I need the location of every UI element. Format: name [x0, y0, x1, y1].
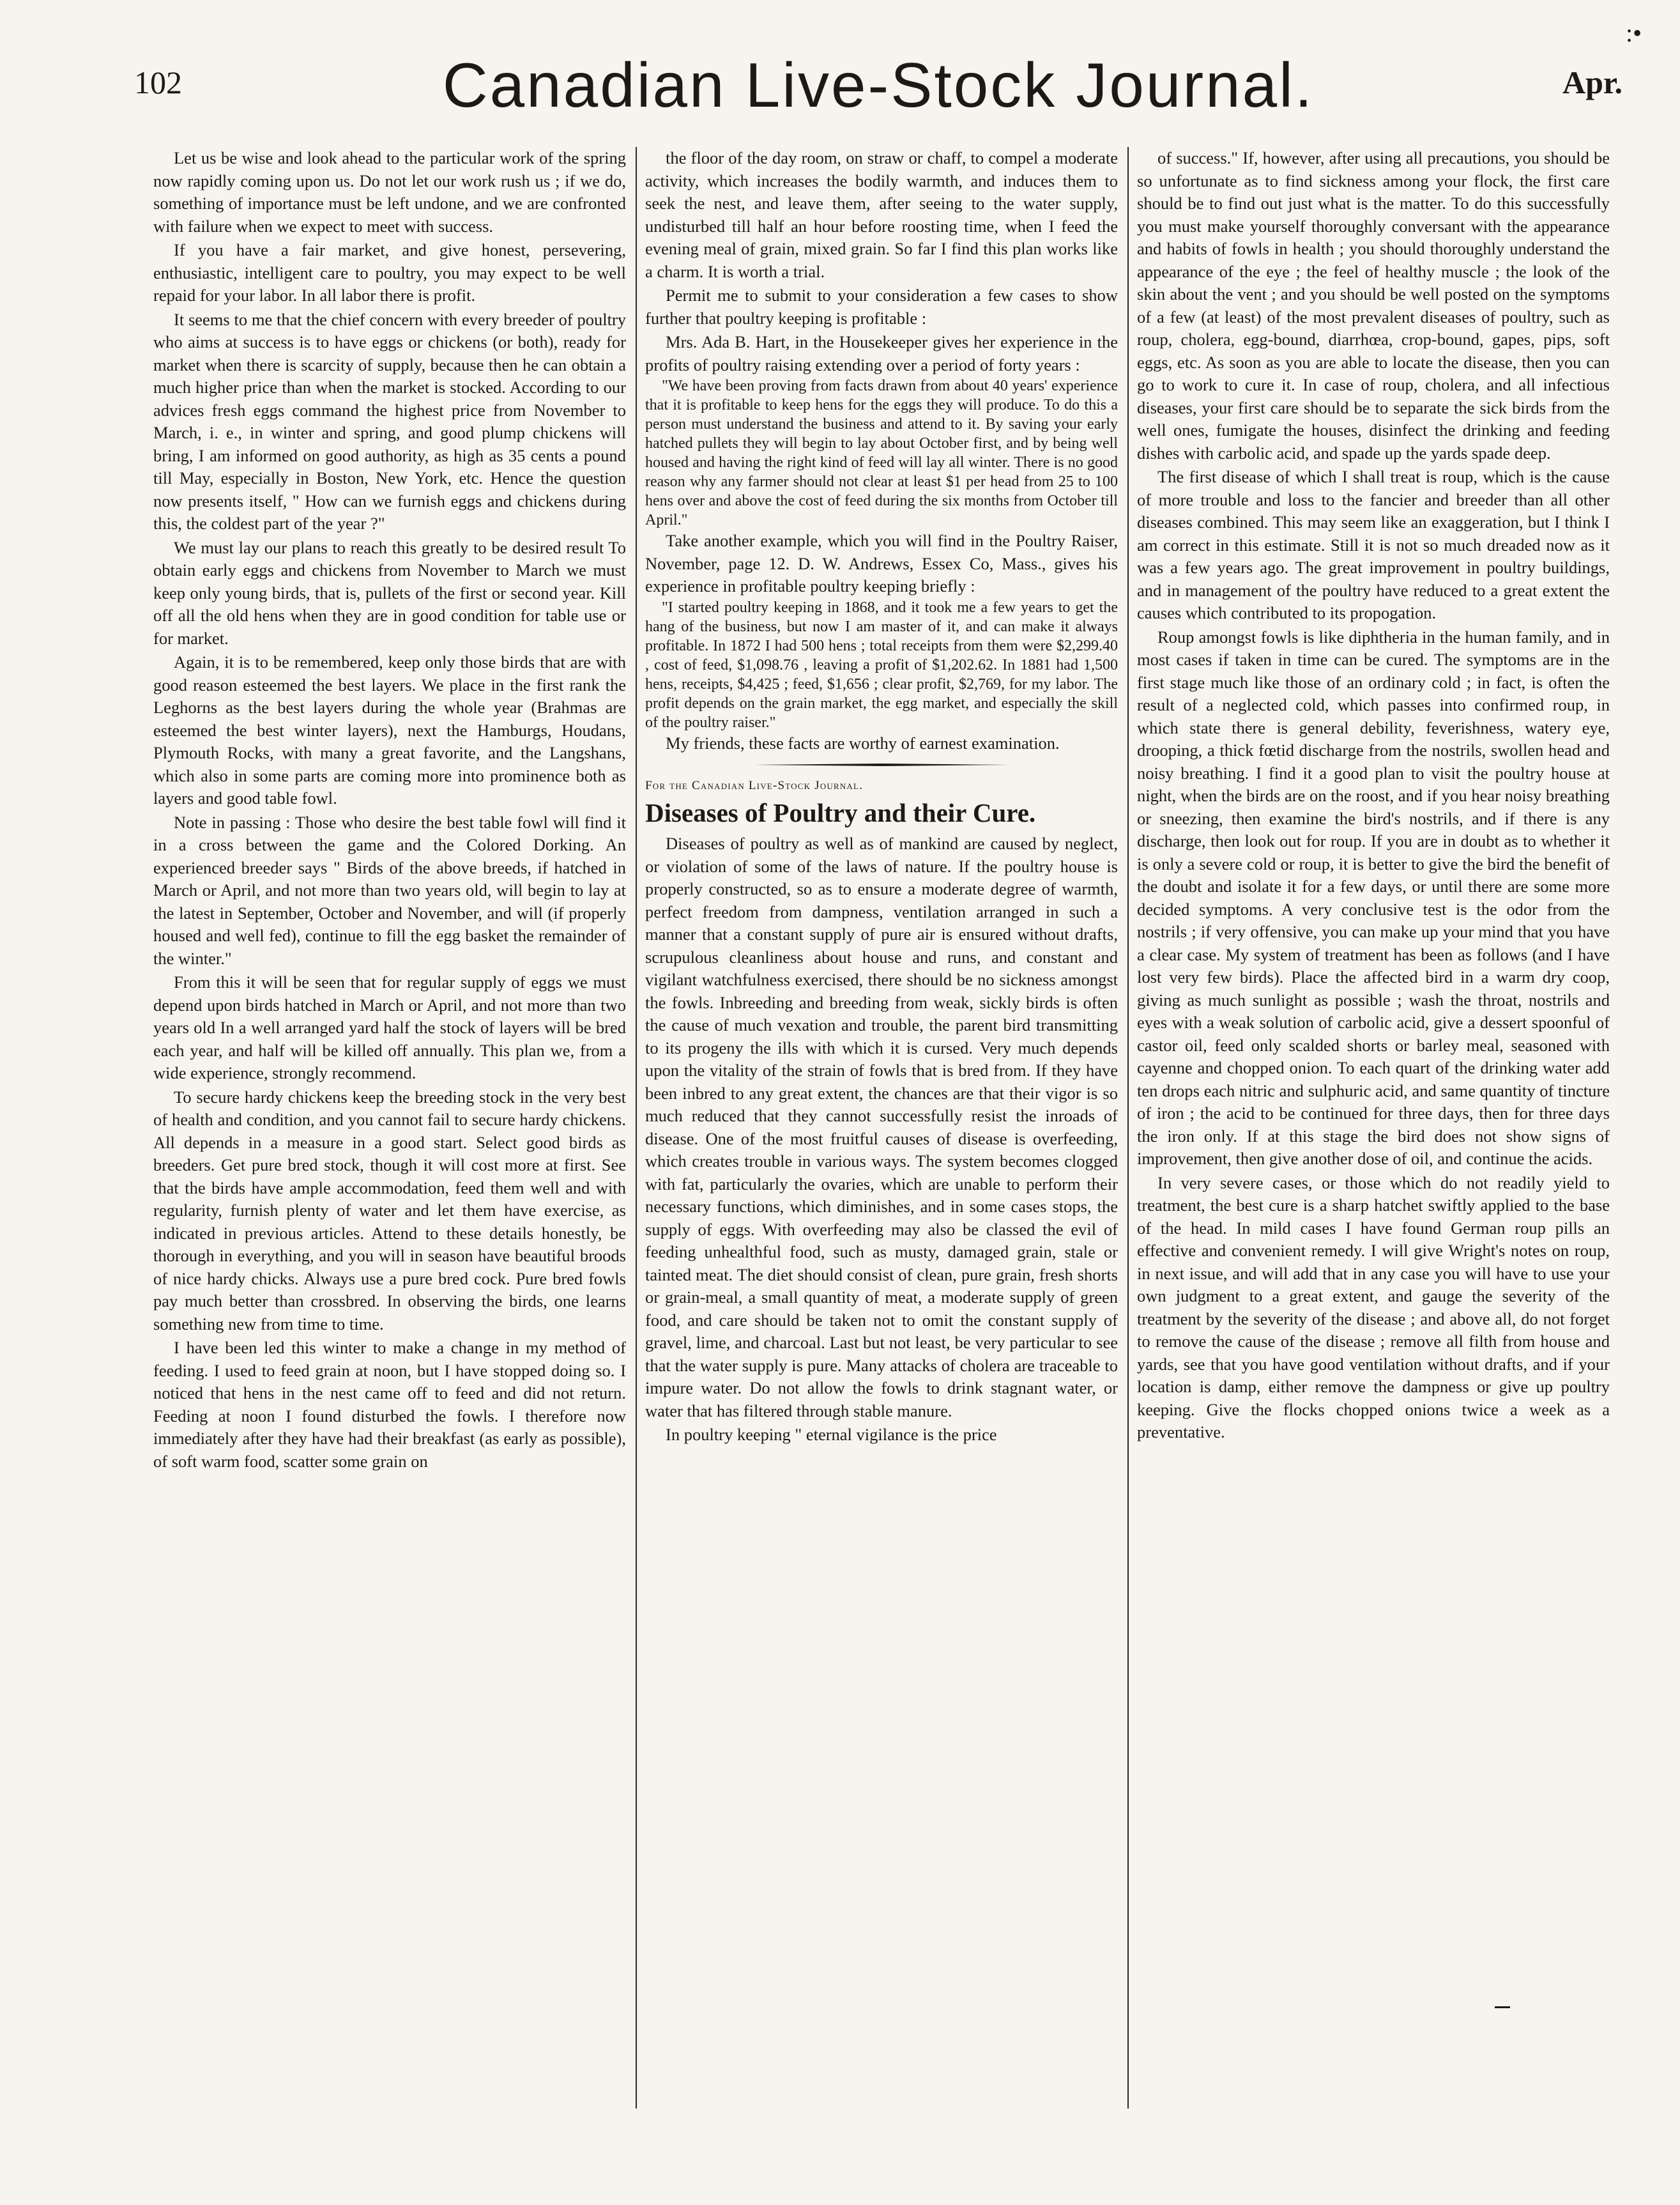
paragraph: I have been led this winter to make a change in my method of feeding. I used to feed grain at noon, but I have stopped doing so. I noticed that hens in the nest came off to feed and did not return. Feeding at noon I found disturbed the fowls. I therefore now immediately after they have had their breakfast (as early as possible), of soft warm food, scatter some grain on: [153, 1338, 626, 1471]
paragraph: the floor of the day room, on straw or chaff, to compel a moderate activity, which increases the bodily warmth, and induces them to seek the nest, and leave them, after seeing to the water supply, undisturbed till half an hour before roosting time, when I feed the evening meal of grain, mixed grain. So far I find this plan works like a charm. It is worth a trial.: [645, 148, 1118, 281]
issue-month: Apr.: [1562, 65, 1623, 100]
paragraph: To secure hardy chickens keep the breeding stock in the very best of health and condition, and you cannot fail to secure hardy chickens. All depends in a measure in a good start. Select good birds as breeders. Get pure bred stock, though it will cost more at first. See that the birds have ample accommodation, feed them well and with regularity, furnish plenty of water and let them have exercise, as indicated in previous articles. Attend to these details honestly, be thorough in everything, and you will in season have beautiful broods of nice hardy chicks. Always use a pure bred cock. Pure bred fowls pay much better than crossbred. In observing the birds, one learns something new from time to time.: [153, 1087, 626, 1333]
end-mark: [1495, 2006, 1510, 2008]
paragraph: The first disease of which I shall treat is roup, which is the cause of more trouble and loss to the fancier and breeder than all other diseases combined. This may seem like an exaggeration, but I think I am correct in this estimate. Still it is not so much dreaded now as it was a few years ago. The great improvement in poultry buildings, and in management of the poultry have reduced to a great extent the causes which contributed to its propogation.: [1137, 467, 1610, 622]
paragraph: My friends, these facts are worthy of earnest examination.: [666, 733, 1060, 753]
quotation: "We have been proving from facts drawn from about 40 years' experience that it is profitable to keep hens for the eggs they will produce. To do this a person must understand the business and attend to it. By saving your early hatched pullets they will begin to lay about October first, and by being well housed and having the right kind of feed will lay all winter. There is no good reason why any farmer should not clear at least $1 per head from 25 to 100 hens over and above the cost of feed during the six months from October till April.": [645, 378, 1118, 528]
paragraph: Roup amongst fowls is like diphtheria in the human family, and in most cases if taken in time can be cured. The symptoms are in the first stage much like those of an ordinary cold ; in fact, is often the result of a neglected cold, which passes into confirmed roup, in which state there is general debility, feverishness, watery eye, drooping, a thick fœtid discharge from the nostrils, swollen head and noisy breathing. I find it a good plan to visit the poultry house at night, when the birds are on the roost, and if you hear noisy breathing or sneezing, then examine the bird's nostrils, and if there is any discharge, then look out for roup. If you are in doubt as to whether it is only a severe cold or roup, it is better to give the bird the benefit of the doubt and isolate it for a few days, or until there are some more decided symptoms. A very conclusive test is the odor from the nostrils ; if very offensive, you can make up your mind that you have a clear case. My system of treatment has been as follows (and I have lost very few birds). Place the affected bird in a warm dry coop, giving as much sunlight as possible ; wash the throat, nostrils and eyes with a weak solution of carbolic acid, give a dessert spoonful of castor oil, feed only scalded shorts or barley meal, seasoned with cayenne and chopped onion. To each quart of the drinking water add ten drops each nitric and sulphuric acid, and same quantity of tincture of iron ; the acid to be continued for three days, then for three days the iron only. If at this stage the bird does not show signs of improvement, then give another dose of oil, and continue the acids.: [1137, 627, 1610, 1168]
paragraph: From this it will be seen that for regular supply of eggs we must depend upon birds hatched in March or April, and not more than two years old In a well arranged yard half the stock of layers will be bred each year, and half will be killed off annually. This plan we, from a wide experience, strongly recommend.: [153, 972, 626, 1082]
column-1: [153, 147, 626, 2115]
quotation: "I started poultry keeping in 1868, and it took me a few years to get the hang of the business, but now I am master of it, and can make it always profitable. In 1872 I had 500 hens ; total receipts from them were $2,299.40 , cost of feed, $1,098.76 , leaving a profit of $1,202.62. In 1881 had 1,500 hens, receipts, $4,425 ; feed, $1,656 ; clear profit, $2,769, for my labor. The profit depends on the grain market, the egg market, and especially the skill of the poultry raiser.": [645, 599, 1118, 731]
column-2: [645, 147, 1118, 2115]
print-mark-icon: :•: [1626, 19, 1642, 47]
paragraph: Mrs. Ada B. Hart, in the Housekeeper gives her experience in the profits of poultry raising extending over a period of forty years :: [645, 332, 1118, 374]
paragraph: We must lay our plans to reach this greatly to be desired result To obtain early eggs and chickens from November to March we must keep only young birds, that is, pullets of the first or second year. Kill off all the old hens when they are in good condition for table use or for market.: [153, 537, 626, 648]
section-divider: [645, 755, 1118, 776]
paragraph: Note in passing : Those who desire the best table fowl will find it in a cross between the game and the Colored Dorking. An experienced breeder says " Birds of the above breeds, if hatched in March or April, and not more than two years old, will begin to lay at the latest in September, October and November, and will (if properly housed and well fed), continue to fill the egg basket the remainder of the winter.": [153, 812, 626, 968]
page-header: [134, 51, 1623, 141]
paragraph: Again, it is to be remembered, keep only those birds that are with good reason esteemed the best layers. We place in the first rank the Leghorns as the best layers during the whole year (Brahmas are esteemed the best winter layers), next the Hamburgs, Houdans, Plymouth Rocks, with many a great favorite, and the Langshans, which also in some parts are coming more into prominence both as layers and good table fowl.: [153, 652, 626, 808]
page-number: 102: [134, 65, 182, 100]
article-title: Diseases of Poultry and their Cure.: [645, 798, 1036, 827]
text-columns: [153, 147, 1610, 2115]
paragraph: If you have a fair market, and give honest, persevering, enthusiastic, intelligent care to poultry, you may expect to be well repaid for your labor. In all labor there is profit.: [153, 240, 626, 305]
column-3: [1137, 147, 1610, 2115]
paragraph: In poultry keeping " eternal vigilance is the price: [666, 1425, 997, 1444]
paragraph: Take another example, which you will find in the Poultry Raiser, November, page 12. D. W. Andrews, Essex Co, Mass., gives his experience in profitable poultry keeping briefly :: [645, 531, 1118, 595]
paragraph: Diseases of poultry as well as of mankind are caused by neglect, or violation of some of the laws of nature. If the poultry house is properly constructed, so as to ensure a moderate degree of warmth, perfect freedom from dampness, ventilation arranged in such a manner that a constant supply of pure air is ensured without drafts, scrupulous cleanliness about house and runs, and constant and vigilant watchfulness exercised, there should be no sickness amongst the fowls. Inbreeding and breeding from weak, sickly birds is often the cause of much vexation and trouble, the parent bird transmitting to its progeny the ills with which it is cursed. Very much depends upon the vitality of the strain of fowls that is bred from. If they have been inbred to any great extent, the chances are that their vigor is so much reduced that they cannot successfully resist the inroads of disease. One of the most fruitful causes of disease is overfeeding, which creates trouble in various ways. The system becomes clogged with fat, particularly the ovaries, which are unable to perform their necessary functions, which diminishes, and in some cases stops, the supply of eggs. With overfeeding may also be classed the evil of feeding unhealthful food, such as musty, damaged grain, stale or tainted meat. The diet should consist of clean, pure grain, fresh shorts or grain-meal, a small quantity of meat, a moderate supply of green food, and care should be taken not to omit the constant supply of gravel, lime, and charcoal. Last but not least, be very particular to see that the water supply is pure. Many attacks of cholera are traceable to impure water. Do not allow the fowls to drink stagnant water, or water that has filtered through stable manure.: [645, 834, 1118, 1420]
paragraph: In very severe cases, or those which do not readily yield to treatment, the best cure is a sharp hatchet swiftly applied to the base of the head. In mild cases I have found German roup pills an effective and convenient remedy. I will give Wright's notes on roup, in next issue, and will add that in any case you will have to use your own judgment to a great extent, and gauge the severity of the treatment by the severity of the disease ; and above all, do not forget to remove the cause of the disease ; remove all filth from house and yards, see that you have good ventilation without drafts, and if your location is damp, either remove the dampness or give up poultry keeping. Give the flocks chopped onions twice a week as a preventative.: [1137, 1172, 1610, 1441]
paragraph: It seems to me that the chief concern with every breeder of poultry who aims at success is to have eggs or chickens (or both), ready for market when there is scarcity of supply, because then he can obtain a much higher price than when the market is stocked. According to our advices fresh eggs command the highest price from November to March, i. e., in winter and spring, and good plump chickens will bring, I am informed on good authority, as high as 35 cents a pound till May, especially in Boston, New York, etc. Hence the question now presents itself, " How can we furnish eggs and chickens during this, the coldest part of the year ?": [153, 309, 626, 533]
paragraph: Permit me to submit to your consideration a few cases to show further that poultry keeping is profitable :: [645, 286, 1118, 328]
paragraph: Let us be wise and look ahead to the particular work of the spring now rapidly coming upon us. Do not let our work rush us ; if we do, something of importance must be left undone, and we are confronted with failure when we expect to meet with success.: [153, 148, 626, 236]
article-credit: For the Canadian Live-Stock Journal.: [645, 779, 864, 792]
journal-title: Canadian Live-Stock Journal.: [442, 50, 1315, 120]
paragraph: of success." If, however, after using all precautions, you should be so unfortunate as to find sickness among your flock, the first care should be to find out just what is the matter. To do this successfully you must make yourself thoroughly conversant with the appearance and habits of fowls in health ; you should thoroughly understand the appearance of the eye ; the feel of healthy muscle ; the look of the skin about the vent ; and you should be well posted on the symptoms of a few (at least) of the most prevalent diseases of poultry, such as roup, cholera, egg-bound, diarrhœa, crop-bound, gapes, pips, soft eggs, etc. As soon as you are able to locate the disease, then you can go to work to cure it. In case of roup, cholera, and all infectious diseases, your first care should be to separate the sick birds from the well ones, fumigate the houses, disinfect the drinking and feeding dishes with carbolic acid, and spade up the yards spade deep.: [1137, 148, 1610, 463]
